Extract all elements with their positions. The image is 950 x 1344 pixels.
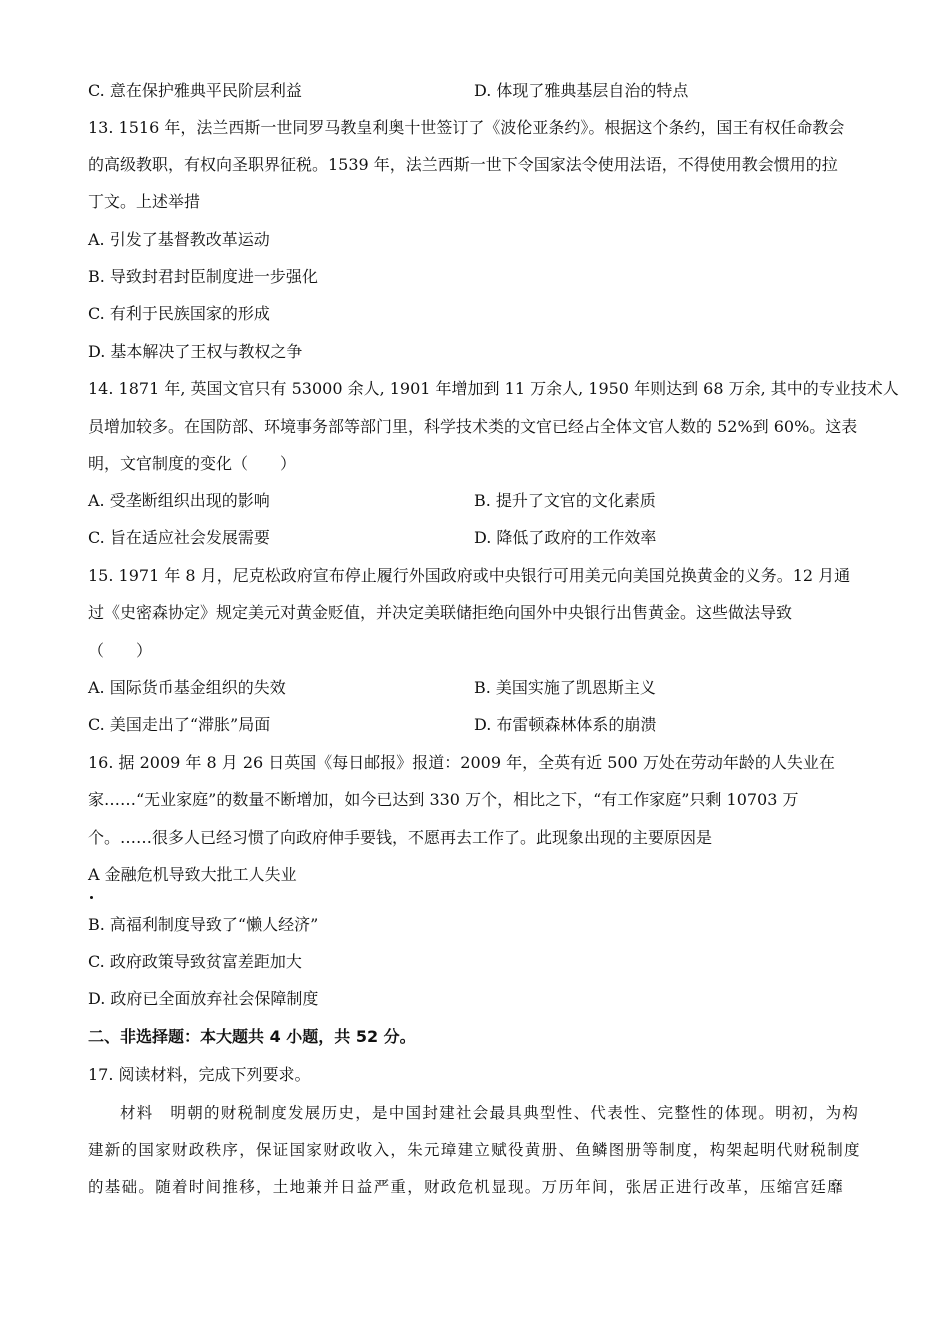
q14-option-a: A. 受垄断组织出现的影响 (88, 491, 270, 510)
q16-option-b: B. 高福利制度导致了“懒人经济” (88, 915, 319, 934)
q14-stem-line-3: 明，文官制度的变化（ ） (88, 454, 297, 473)
q16-stem-line-2: 家……“无业家庭”的数量不断增加，如今已达到 330 万个，相比之下，“有工作家庭”只剩 10703 万 (88, 790, 799, 809)
q16-option-c: C. 政府政策导致贫富差距加大 (88, 952, 302, 971)
q12-option-c: C. 意在保护雅典平民阶层利益 (88, 81, 302, 100)
q17-stem: 17. 阅读材料，完成下列要求。 (88, 1065, 311, 1084)
q15-option-d: D. 布雷顿森林体系的崩溃 (474, 715, 657, 734)
q13-stem-line-2: 的高级教职，有权向圣职界征税。1539 年，法兰西斯一世下令国家法令使用法语，不得使用教会惯用的拉 (88, 155, 838, 174)
q17-material-line-3: 的基础。随着时间推移，土地兼并日益严重，财政危机显现。万历年间，张居正进行改革，压缩宫廷靡 (88, 1178, 845, 1196)
q15-option-b: B. 美国实施了凯恩斯主义 (474, 678, 656, 697)
q17-material-line-2: 建新的国家财政秩序，保证国家财政收入，朱元璋建立赋役黄册、鱼鳞图册等制度，构架起明代财税制度 (88, 1141, 861, 1159)
q13-stem-line-3: 丁文。上述举措 (88, 192, 201, 211)
q14-option-d: D. 降低了政府的工作效率 (474, 528, 657, 547)
emphasis-dot (90, 896, 93, 899)
q15-option-a: A. 国际货币基金组织的失效 (88, 678, 286, 697)
section-2-heading: 二、非选择题：本大题共 4 小题，共 52 分。 (88, 1027, 416, 1046)
q14-stem-line-1: 14. 1871 年, 英国文官只有 53000 余人, 1901 年增加到 11 万余人, 1950 年则达到 68 万余, 其中的专业技术人 (88, 379, 899, 398)
q13-option-c: C. 有利于民族国家的形成 (88, 304, 270, 323)
q15-stem-line-2: 过《史密森协定》规定美元对黄金贬值，并决定美联储拒绝向国外中央银行出售黄金。这些做法导致 (88, 603, 793, 622)
q13-option-d: D. 基本解决了王权与教权之争 (88, 342, 303, 361)
q15-stem-line-1: 15. 1971 年 8 月，尼克松政府宣布停止履行外国政府或中央银行可用美元向美国兑换黄金的义务。12 月通 (88, 566, 851, 585)
q14-stem-line-2: 员增加较多。在国防部、环境事务部等部门里，科学技术类的文官已经占全体文官人数的 52%到 60%。这表 (88, 417, 858, 436)
q16-option-d: D. 政府已全面放弃社会保障制度 (88, 989, 319, 1008)
q15-stem-line-3: （ ） (88, 641, 153, 660)
q12-option-d: D. 体现了雅典基层自治的特点 (474, 81, 689, 100)
q16-stem-line-3: 个。……很多人已经习惯了向政府伸手要钱，不愿再去工作了。此现象出现的主要原因是 (88, 828, 713, 847)
q16-option-a: A 金融危机导致大批工人失业 (88, 865, 297, 884)
q17-material-line-1: 材料 明朝的财税制度发展历史，是中国封建社会最具典型性、代表性、完整性的体现。明初，为构 (120, 1104, 860, 1122)
q15-option-c: C. 美国走出了“滞胀”局面 (88, 715, 271, 734)
q16-stem-line-1: 16. 据 2009 年 8 月 26 日英国《每日邮报》报道：2009 年，全英有近 500 万处在劳动年龄的人失业在 (88, 753, 835, 772)
q14-option-c: C. 旨在适应社会发展需要 (88, 528, 270, 547)
q13-option-a: A. 引发了基督教改革运动 (88, 230, 270, 249)
q13-stem-line-1: 13. 1516 年，法兰西斯一世同罗马教皇利奥十世签订了《波伦亚条约》。根据这个条约，国王有权任命教会 (88, 118, 845, 137)
q13-option-b: B. 导致封君封臣制度进一步强化 (88, 267, 318, 286)
q14-option-b: B. 提升了文官的文化素质 (474, 491, 656, 510)
